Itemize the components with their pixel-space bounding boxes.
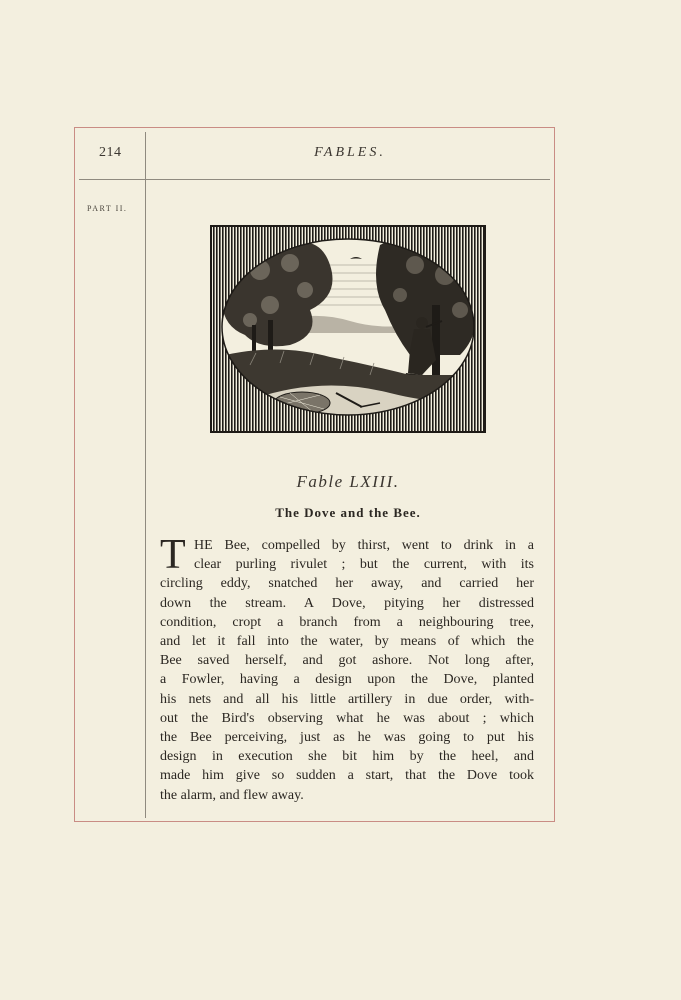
- drop-cap: T: [160, 532, 186, 578]
- margin-rule: [145, 132, 146, 818]
- body-line: Bee saved herself, and got ashore. Not long after,: [160, 653, 534, 669]
- body-line: down the stream. A Dove, pitying her distressed: [160, 595, 534, 611]
- body-line: and let it fall into the water, by means of which the: [160, 634, 534, 650]
- header-rule: [79, 179, 550, 180]
- running-head: FABLES.: [314, 145, 386, 160]
- fable-subtitle: The Dove and the Bee.: [275, 505, 421, 520]
- body-line: design in execution she bit him by the heel, and: [160, 749, 534, 765]
- body-line: made him give so sudden a start, that the Dove took: [160, 768, 534, 784]
- body-line: condition, cropt a branch from a neighbouring tree,: [160, 614, 534, 630]
- fable-body: [160, 532, 534, 805]
- body-line: circling eddy, snatched her away, and carried her: [160, 576, 534, 592]
- body-line: his nets and all his little artillery in due order, with-: [160, 691, 534, 707]
- body-line: a Fowler, having a design upon the Dove, planted: [160, 672, 534, 688]
- fable-illustration: [210, 225, 486, 433]
- part-label: PART II.: [87, 204, 128, 213]
- body-line: the alarm, and flew away.: [160, 787, 304, 803]
- body-line: HE Bee, compelled by thirst, went to drink in a: [194, 538, 534, 553]
- body-line: the Bee perceiving, just as he was going to put his: [160, 730, 534, 746]
- body-line: clear purling rivulet ; but the current, with its: [194, 557, 534, 573]
- fable-title: Fable LXIII.: [296, 472, 400, 491]
- body-line: out the Bird's observing what he was about ; which: [160, 710, 534, 726]
- page-number: 214: [99, 145, 122, 160]
